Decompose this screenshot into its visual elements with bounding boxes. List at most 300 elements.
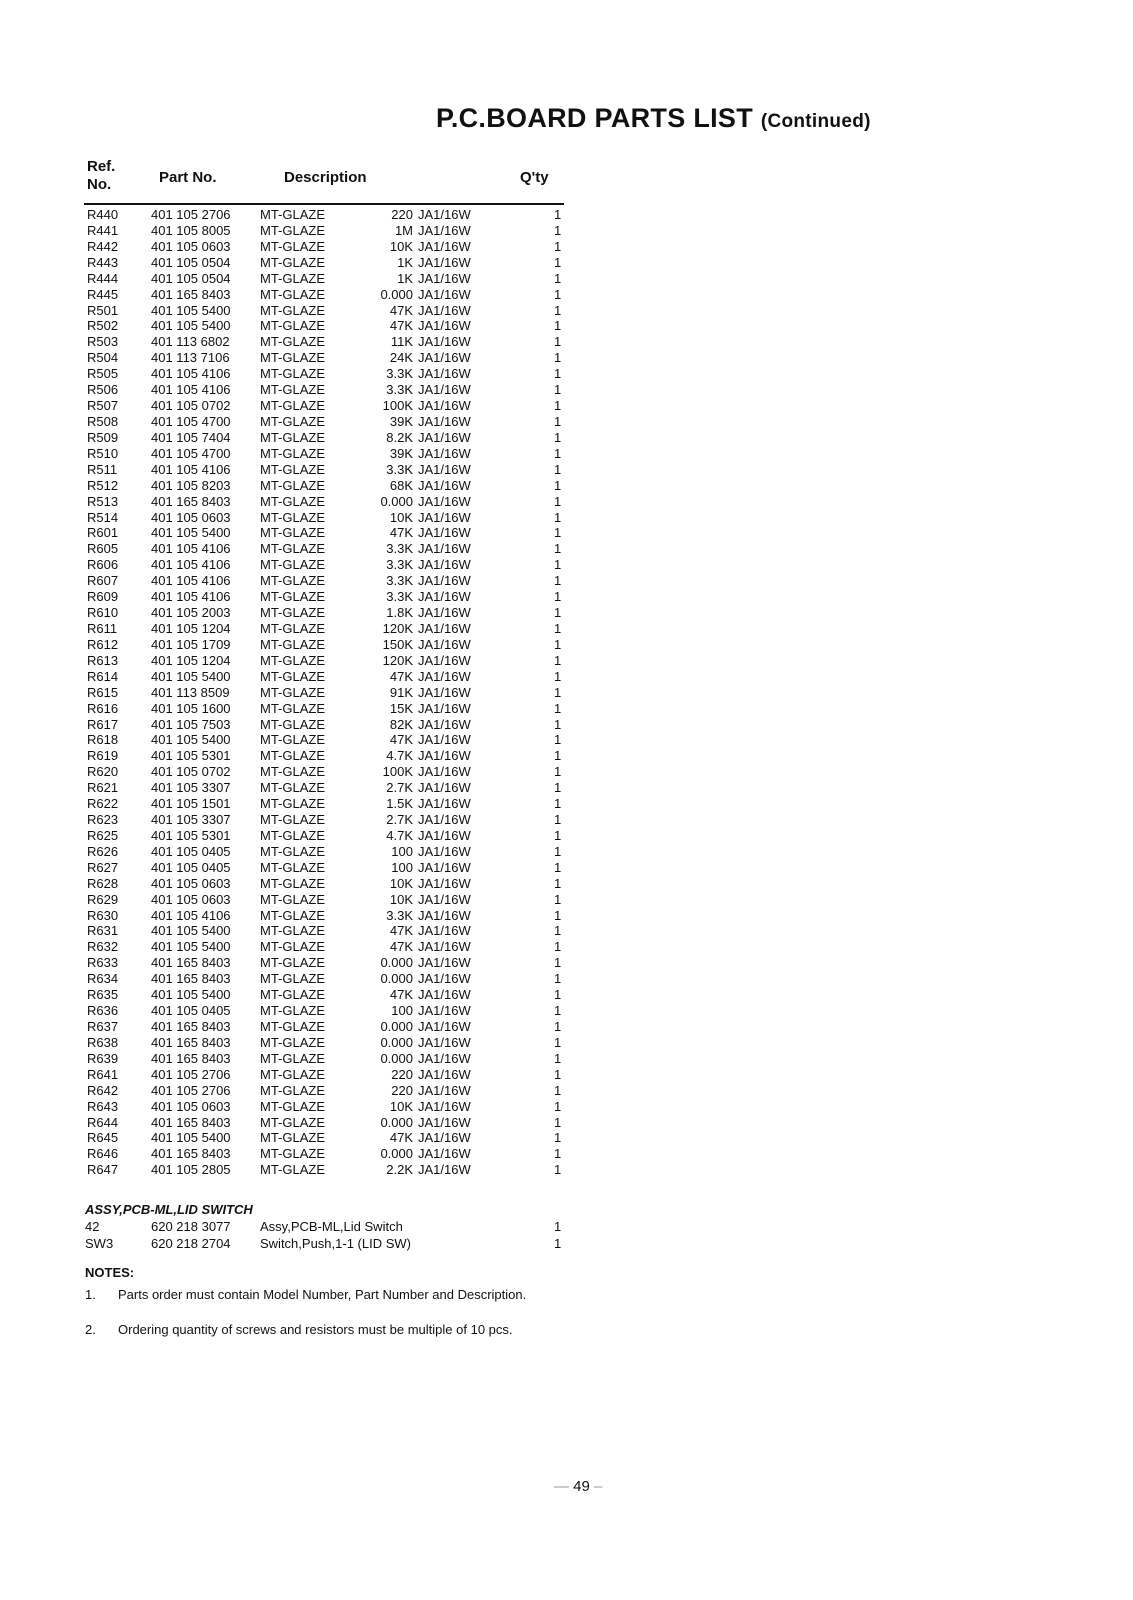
unit-cell: JA1/16W (418, 620, 471, 636)
ref-cell: R444 (87, 270, 119, 286)
qty-cell: 1 (554, 620, 562, 636)
ref-cell: R506 (87, 382, 119, 398)
ref-cell: R509 (87, 429, 119, 445)
unit-cell: JA1/16W (418, 461, 471, 477)
part-no-cell: 401 113 6802 (151, 334, 230, 350)
table-row (0, 796, 1133, 812)
value-cell: 100K (382, 764, 413, 780)
ref-cell: R440 (87, 207, 119, 222)
type-cell: MT-GLAZE (260, 1114, 326, 1130)
qty-cell: 1 (554, 1098, 562, 1114)
qty-cell: 1 (554, 796, 562, 812)
ref-cell: R605 (87, 541, 119, 557)
note-item (85, 1287, 565, 1303)
value-cell: 0.000 (380, 1019, 413, 1035)
type-cell: MT-GLAZE (260, 859, 326, 875)
ref-cell: R619 (87, 748, 119, 764)
type-cell: MT-GLAZE (260, 987, 326, 1003)
ref-cell: R441 (87, 222, 119, 238)
qty-cell: 1 (554, 334, 562, 350)
type-cell: MT-GLAZE (260, 1066, 326, 1082)
qty-cell: 1 (554, 270, 562, 286)
qty-cell: 1 (554, 891, 562, 907)
type-cell: MT-GLAZE (260, 445, 326, 461)
page-title (436, 103, 871, 134)
unit-cell: JA1/16W (418, 716, 471, 732)
value-cell: 4.7K (386, 748, 413, 764)
type-cell: MT-GLAZE (260, 1082, 326, 1098)
ref-cell: R601 (87, 525, 119, 541)
type-cell: MT-GLAZE (260, 764, 326, 780)
value-cell: 2.2K (386, 1162, 413, 1178)
table-row (0, 908, 1133, 924)
unit-cell: JA1/16W (418, 859, 471, 875)
type-cell: MT-GLAZE (260, 573, 326, 589)
part-no-cell: 401 105 0405 (151, 1003, 231, 1019)
table-row (0, 1083, 1133, 1099)
table-row (0, 621, 1133, 637)
part-no-cell: 401 105 5301 (151, 748, 231, 764)
part-no-cell: 401 105 4106 (151, 366, 231, 382)
type-cell: MT-GLAZE (260, 812, 326, 828)
type-cell: MT-GLAZE (260, 557, 326, 573)
qty-cell: 1 (554, 429, 562, 445)
unit-cell: JA1/16W (418, 987, 471, 1003)
qty-cell: 1 (554, 254, 562, 270)
page-number (554, 1478, 602, 1495)
part-no-cell: 401 105 8203 (151, 477, 231, 493)
ref-cell: R514 (87, 509, 119, 525)
ref-cell: R442 (87, 238, 119, 254)
unit-cell: JA1/16W (418, 398, 471, 414)
unit-cell: JA1/16W (418, 764, 471, 780)
type-cell: MT-GLAZE (260, 525, 326, 541)
unit-cell: JA1/16W (418, 1003, 471, 1019)
qty-cell: 1 (554, 1034, 562, 1050)
unit-cell: JA1/16W (418, 350, 471, 366)
part-no-cell: 401 105 2003 (151, 605, 231, 621)
ref-cell: R641 (87, 1066, 119, 1082)
type-cell: MT-GLAZE (260, 1162, 326, 1178)
part-no-cell: 401 105 2706 (151, 1082, 231, 1098)
ref-cell: R505 (87, 366, 119, 382)
value-cell: 100K (382, 398, 413, 414)
part-no-cell: 401 105 0603 (151, 1098, 231, 1114)
table-row (0, 923, 1133, 939)
ref-cell: R616 (87, 700, 119, 716)
note-number: 1. (85, 1287, 96, 1302)
value-cell: 47K (389, 923, 413, 939)
part-no-cell: 401 165 8403 (151, 286, 231, 302)
part-no-cell: 401 105 5400 (151, 987, 231, 1003)
unit-cell: JA1/16W (418, 589, 471, 605)
part-no-cell: 401 105 4106 (151, 589, 231, 605)
type-cell: MT-GLAZE (260, 668, 326, 684)
qty-cell: 1 (554, 1066, 562, 1082)
ref-cell: R610 (87, 605, 119, 621)
type-cell: MT-GLAZE (260, 1003, 326, 1019)
part-no-cell: 401 165 8403 (151, 1034, 231, 1050)
value-cell: 100 (391, 1003, 413, 1019)
ref-cell: R629 (87, 891, 119, 907)
unit-cell: JA1/16W (418, 429, 471, 445)
type-cell: MT-GLAZE (260, 700, 326, 716)
value-cell: 3.3K (386, 557, 413, 573)
value-cell: 47K (389, 318, 413, 334)
part-no-cell: 401 105 4106 (151, 573, 231, 589)
type-cell: MT-GLAZE (260, 891, 326, 907)
value-cell: 3.3K (386, 366, 413, 382)
ref-cell: R636 (87, 1003, 119, 1019)
table-row (0, 478, 1133, 494)
ref-cell: R647 (87, 1162, 119, 1178)
ref-cell: R617 (87, 716, 119, 732)
unit-cell: JA1/16W (418, 366, 471, 382)
unit-cell: JA1/16W (418, 923, 471, 939)
type-cell: MT-GLAZE (260, 1098, 326, 1114)
unit-cell: JA1/16W (418, 955, 471, 971)
unit-cell: JA1/16W (418, 382, 471, 398)
part-no-cell: 401 165 8403 (151, 971, 231, 987)
table-row (0, 318, 1133, 334)
value-cell: 10K (389, 509, 413, 525)
part-no-cell: 401 165 8403 (151, 955, 231, 971)
unit-cell: JA1/16W (418, 812, 471, 828)
value-cell: 0.000 (380, 971, 413, 987)
unit-cell: JA1/16W (418, 1066, 471, 1082)
ref-cell: R637 (87, 1019, 119, 1035)
qty-cell: 1 (554, 668, 562, 684)
part-no-cell: 401 105 3307 (151, 812, 231, 828)
qty-cell: 1 (554, 907, 562, 923)
unit-cell: JA1/16W (418, 1146, 471, 1162)
type-cell: MT-GLAZE (260, 1130, 326, 1146)
qty-cell: 1 (554, 589, 562, 605)
ref-cell: R503 (87, 334, 119, 350)
value-cell: 8.2K (386, 429, 413, 445)
part-no-cell: 401 105 0702 (151, 398, 231, 414)
qty-cell: 1 (554, 859, 562, 875)
assy-qty: 1 (554, 1219, 562, 1234)
ref-cell: R510 (87, 445, 119, 461)
part-no-cell: 401 105 3307 (151, 780, 231, 796)
unit-cell: JA1/16W (418, 286, 471, 302)
table-row (0, 764, 1133, 780)
part-no-cell: 401 105 0504 (151, 254, 231, 270)
value-cell: 120K (382, 652, 413, 668)
unit-cell: JA1/16W (418, 875, 471, 891)
value-cell: 0.000 (380, 1114, 413, 1130)
type-cell: MT-GLAZE (260, 477, 326, 493)
ref-cell: R633 (87, 955, 119, 971)
table-row (0, 366, 1133, 382)
unit-cell: JA1/16W (418, 541, 471, 557)
value-cell: 10K (389, 875, 413, 891)
part-no-cell: 401 105 0405 (151, 843, 231, 859)
type-cell: MT-GLAZE (260, 461, 326, 477)
part-no-cell: 401 165 8403 (151, 1050, 231, 1066)
unit-cell: JA1/16W (418, 1019, 471, 1035)
part-no-cell: 401 105 0405 (151, 859, 231, 875)
type-cell: MT-GLAZE (260, 318, 326, 334)
unit-cell: JA1/16W (418, 318, 471, 334)
type-cell: MT-GLAZE (260, 843, 326, 859)
qty-cell: 1 (554, 1050, 562, 1066)
type-cell: MT-GLAZE (260, 382, 326, 398)
value-cell: 39K (389, 413, 413, 429)
qty-cell: 1 (554, 939, 562, 955)
header-rule (84, 203, 564, 205)
unit-cell: JA1/16W (418, 939, 471, 955)
notes-title: NOTES: (85, 1265, 135, 1280)
value-cell: 15K (389, 700, 413, 716)
type-cell: MT-GLAZE (260, 636, 326, 652)
qty-cell: 1 (554, 1146, 562, 1162)
table-row (0, 525, 1133, 541)
unit-cell: JA1/16W (418, 222, 471, 238)
value-cell: 3.3K (386, 573, 413, 589)
value-cell: 47K (389, 987, 413, 1003)
ref-cell: R614 (87, 668, 119, 684)
value-cell: 2.7K (386, 812, 413, 828)
part-no-cell: 401 105 7404 (151, 429, 231, 445)
table-row (0, 637, 1133, 653)
table-row (0, 812, 1133, 828)
assy-part-no: 620 218 3077 (151, 1219, 231, 1234)
ref-cell: R620 (87, 764, 119, 780)
unit-cell: JA1/16W (418, 684, 471, 700)
part-no-cell: 401 105 0603 (151, 509, 231, 525)
value-cell: 1K (397, 254, 413, 270)
unit-cell: JA1/16W (418, 636, 471, 652)
type-cell: MT-GLAZE (260, 509, 326, 525)
qty-cell: 1 (554, 461, 562, 477)
ref-cell: R628 (87, 875, 119, 891)
unit-cell: JA1/16W (418, 254, 471, 270)
type-cell: MT-GLAZE (260, 254, 326, 270)
ref-cell: R443 (87, 254, 119, 270)
table-row (0, 446, 1133, 462)
table-row (0, 1019, 1133, 1035)
ref-cell: R615 (87, 684, 119, 700)
ref-cell: R606 (87, 557, 119, 573)
ref-cell: R622 (87, 796, 119, 812)
qty-cell: 1 (554, 302, 562, 318)
unit-cell: JA1/16W (418, 1130, 471, 1146)
part-no-cell: 401 105 1501 (151, 796, 231, 812)
note-number: 2. (85, 1322, 96, 1337)
unit-cell: JA1/16W (418, 207, 471, 222)
ref-cell: R507 (87, 398, 119, 414)
table-row (0, 207, 1133, 223)
value-cell: 2.7K (386, 780, 413, 796)
table-row (0, 605, 1133, 621)
qty-cell: 1 (554, 716, 562, 732)
table-row (0, 971, 1133, 987)
unit-cell: JA1/16W (418, 605, 471, 621)
unit-cell: JA1/16W (418, 493, 471, 509)
qty-cell: 1 (554, 827, 562, 843)
part-no-cell: 401 165 8403 (151, 1114, 231, 1130)
ref-cell: R621 (87, 780, 119, 796)
unit-cell: JA1/16W (418, 1034, 471, 1050)
part-no-cell: 401 105 2706 (151, 207, 231, 222)
value-cell: 82K (389, 716, 413, 732)
part-no-cell: 401 105 0603 (151, 875, 231, 891)
table-row (0, 860, 1133, 876)
part-no-cell: 401 105 1204 (151, 652, 231, 668)
header-qty: Q'ty (520, 169, 549, 186)
part-no-cell: 401 105 4700 (151, 413, 231, 429)
value-cell: 1M (394, 222, 413, 238)
qty-cell: 1 (554, 398, 562, 414)
qty-cell: 1 (554, 875, 562, 891)
table-row (0, 398, 1133, 414)
page-dash-left: — (554, 1478, 574, 1495)
parts-table (0, 207, 1133, 1178)
header-ref-line2: No. (87, 176, 112, 193)
table-row (0, 876, 1133, 892)
type-cell: MT-GLAZE (260, 350, 326, 366)
assy-qty: 1 (554, 1236, 562, 1251)
table-row (0, 271, 1133, 287)
ref-cell: R504 (87, 350, 119, 366)
value-cell: 47K (389, 302, 413, 318)
table-row (0, 414, 1133, 430)
part-no-cell: 401 165 8403 (151, 1019, 231, 1035)
type-cell: MT-GLAZE (260, 1034, 326, 1050)
part-no-cell: 401 105 5400 (151, 302, 231, 318)
type-cell: MT-GLAZE (260, 716, 326, 732)
value-cell: 0.000 (380, 955, 413, 971)
assy-ref: 42 (85, 1219, 100, 1234)
type-cell: MT-GLAZE (260, 1019, 326, 1035)
qty-cell: 1 (554, 509, 562, 525)
ref-cell: R508 (87, 413, 119, 429)
value-cell: 0.000 (380, 1050, 413, 1066)
value-cell: 3.3K (386, 589, 413, 605)
unit-cell: JA1/16W (418, 1050, 471, 1066)
part-no-cell: 401 165 8403 (151, 1146, 231, 1162)
qty-cell: 1 (554, 605, 562, 621)
unit-cell: JA1/16W (418, 334, 471, 350)
part-no-cell: 401 105 5400 (151, 939, 231, 955)
qty-cell: 1 (554, 748, 562, 764)
table-row (0, 303, 1133, 319)
unit-cell: JA1/16W (418, 1082, 471, 1098)
qty-cell: 1 (554, 843, 562, 859)
ref-cell: R626 (87, 843, 119, 859)
value-cell: 0.000 (380, 1146, 413, 1162)
type-cell: MT-GLAZE (260, 955, 326, 971)
type-cell: MT-GLAZE (260, 652, 326, 668)
table-row (0, 717, 1133, 733)
ref-cell: R639 (87, 1050, 119, 1066)
qty-cell: 1 (554, 955, 562, 971)
table-row (0, 287, 1133, 303)
qty-cell: 1 (554, 780, 562, 796)
table-row (0, 748, 1133, 764)
ref-cell: R607 (87, 573, 119, 589)
type-cell: MT-GLAZE (260, 238, 326, 254)
value-cell: 3.3K (386, 461, 413, 477)
qty-cell: 1 (554, 732, 562, 748)
ref-cell: R630 (87, 907, 119, 923)
type-cell: MT-GLAZE (260, 270, 326, 286)
type-cell: MT-GLAZE (260, 780, 326, 796)
type-cell: MT-GLAZE (260, 398, 326, 414)
assy-description: Assy,PCB-ML,Lid Switch (260, 1219, 403, 1234)
type-cell: MT-GLAZE (260, 413, 326, 429)
table-row (0, 1003, 1133, 1019)
part-no-cell: 401 105 0603 (151, 238, 231, 254)
type-cell: MT-GLAZE (260, 684, 326, 700)
unit-cell: JA1/16W (418, 971, 471, 987)
value-cell: 91K (389, 684, 413, 700)
value-cell: 1.8K (386, 605, 413, 621)
qty-cell: 1 (554, 684, 562, 700)
page-number-value: 49 (573, 1478, 590, 1495)
ref-cell: R631 (87, 923, 119, 939)
ref-cell: R646 (87, 1146, 119, 1162)
title-text: P.C.BOARD PARTS LIST (436, 103, 754, 133)
part-no-cell: 401 105 5301 (151, 827, 231, 843)
header-part-no: Part No. (159, 169, 217, 186)
qty-cell: 1 (554, 541, 562, 557)
part-no-cell: 401 105 0504 (151, 270, 231, 286)
table-row (0, 892, 1133, 908)
value-cell: 0.000 (380, 1034, 413, 1050)
table-row (0, 1146, 1133, 1162)
part-no-cell: 401 105 4106 (151, 907, 231, 923)
qty-cell: 1 (554, 525, 562, 541)
value-cell: 1.5K (386, 796, 413, 812)
value-cell: 47K (389, 525, 413, 541)
ref-cell: R445 (87, 286, 119, 302)
unit-cell: JA1/16W (418, 1162, 471, 1178)
ref-cell: R638 (87, 1034, 119, 1050)
ref-cell: R623 (87, 812, 119, 828)
table-row (0, 430, 1133, 446)
type-cell: MT-GLAZE (260, 334, 326, 350)
table-row (0, 828, 1133, 844)
table-row (0, 780, 1133, 796)
ref-cell: R625 (87, 827, 119, 843)
part-no-cell: 401 105 4700 (151, 445, 231, 461)
unit-cell: JA1/16W (418, 652, 471, 668)
qty-cell: 1 (554, 286, 562, 302)
qty-cell: 1 (554, 318, 562, 334)
note-item (85, 1322, 565, 1338)
part-no-cell: 401 105 5400 (151, 318, 231, 334)
table-row (0, 462, 1133, 478)
qty-cell: 1 (554, 987, 562, 1003)
assy-part-no: 620 218 2704 (151, 1236, 231, 1251)
unit-cell: JA1/16W (418, 796, 471, 812)
unit-cell: JA1/16W (418, 509, 471, 525)
ref-cell: R645 (87, 1130, 119, 1146)
table-row (0, 685, 1133, 701)
table-row (0, 350, 1133, 366)
ref-cell: R643 (87, 1098, 119, 1114)
unit-cell: JA1/16W (418, 700, 471, 716)
ref-cell: R618 (87, 732, 119, 748)
qty-cell: 1 (554, 1130, 562, 1146)
qty-cell: 1 (554, 971, 562, 987)
value-cell: 220 (391, 1082, 413, 1098)
unit-cell: JA1/16W (418, 445, 471, 461)
header-ref (87, 158, 115, 194)
